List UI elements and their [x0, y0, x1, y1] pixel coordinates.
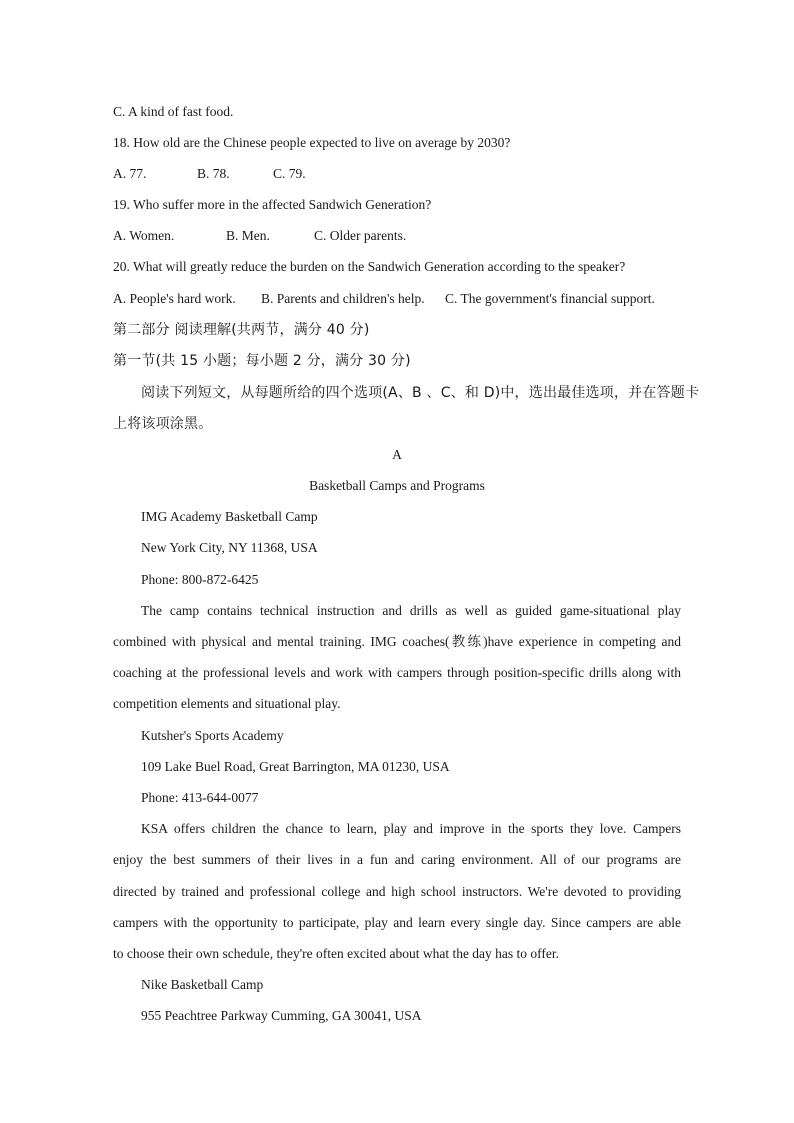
q18-option-a: A. 77.: [113, 166, 147, 181]
q19-option-c: C. Older parents.: [314, 228, 407, 243]
camp-name: Nike Basketball Camp: [141, 977, 264, 992]
q20-option-b: B. Parents and children's help.: [261, 291, 425, 306]
part-heading: 第二部分 阅读理解(共两节，满分 40 分): [113, 322, 370, 338]
q19-question: 19. Who suffer more in the affected Sandwich Generation?: [113, 197, 432, 212]
camp-description-line: coaching at the professional levels and work with campers through position-specific drills along with: [113, 665, 681, 680]
q18-option-c: C. 79.: [273, 166, 306, 181]
camp-phone: Phone: 413-644-0077: [141, 790, 259, 805]
camp-address: New York City, NY 11368, USA: [141, 540, 318, 555]
q19-option-a: A. Women.: [113, 228, 175, 243]
camp-description-line: enjoy the best summers of their lives in a fun and caring environment. All of our programs are: [113, 852, 681, 867]
camp-name: Kutsher's Sports Academy: [141, 728, 284, 743]
q20-question: 20. What will greatly reduce the burden on the Sandwich Generation according to the speaker?: [113, 259, 626, 274]
q18-option-b: B. 78.: [197, 166, 230, 181]
q19-options: [113, 227, 681, 245]
q20-options: [113, 290, 681, 308]
q18-question: 18. How old are the Chinese people expected to live on average by 2030?: [113, 135, 511, 150]
camp-description-line: directed by trained and professional college and high school instructors. We're devoted to providing: [113, 884, 681, 899]
q20-option-c: C. The government's financial support.: [445, 291, 655, 306]
camp-description-line: combined with physical and mental training. IMG coaches(教练)have experience in competing and: [113, 634, 681, 649]
q19-option-b: B. Men.: [226, 228, 270, 243]
camp-description-line: The camp contains technical instruction and drills as well as guided game-situational play: [141, 603, 681, 618]
camp-description-line: campers with the opportunity to participate, play and learn every single day. Since campers are able: [113, 915, 681, 930]
camp-phone: Phone: 800-872-6425: [141, 572, 259, 587]
camp-address: 955 Peachtree Parkway Cumming, GA 30041, USA: [141, 1008, 422, 1023]
q17-option-c: C. A kind of fast food.: [113, 104, 234, 119]
sub-heading: 第一节(共 15 小题；每小题 2 分，满分 30 分): [113, 353, 411, 369]
instruction-line-1: 阅读下列短文，从每题所给的四个选项(A、B 、C、和 D)中，选出最佳选项，并在答题卡: [141, 385, 700, 401]
camp-description-line: KSA offers children the chance to learn, play and improve in the sports they love. Campers: [141, 821, 681, 836]
q20-option-a: A. People's hard work.: [113, 291, 236, 306]
passage-title: Basketball Camps and Programs: [309, 478, 485, 493]
camp-name: IMG Academy Basketball Camp: [141, 509, 318, 524]
camp-description-line: competition elements and situational play.: [113, 696, 341, 711]
camp-address: 109 Lake Buel Road, Great Barrington, MA 01230, USA: [141, 759, 450, 774]
instruction-line-2: 上将该项涂黑。: [113, 416, 213, 432]
q18-options: [113, 165, 681, 183]
camp-description-line: to choose their own schedule, they're often excited about what the day has to offer.: [113, 946, 560, 961]
passage-label: A: [392, 447, 402, 462]
